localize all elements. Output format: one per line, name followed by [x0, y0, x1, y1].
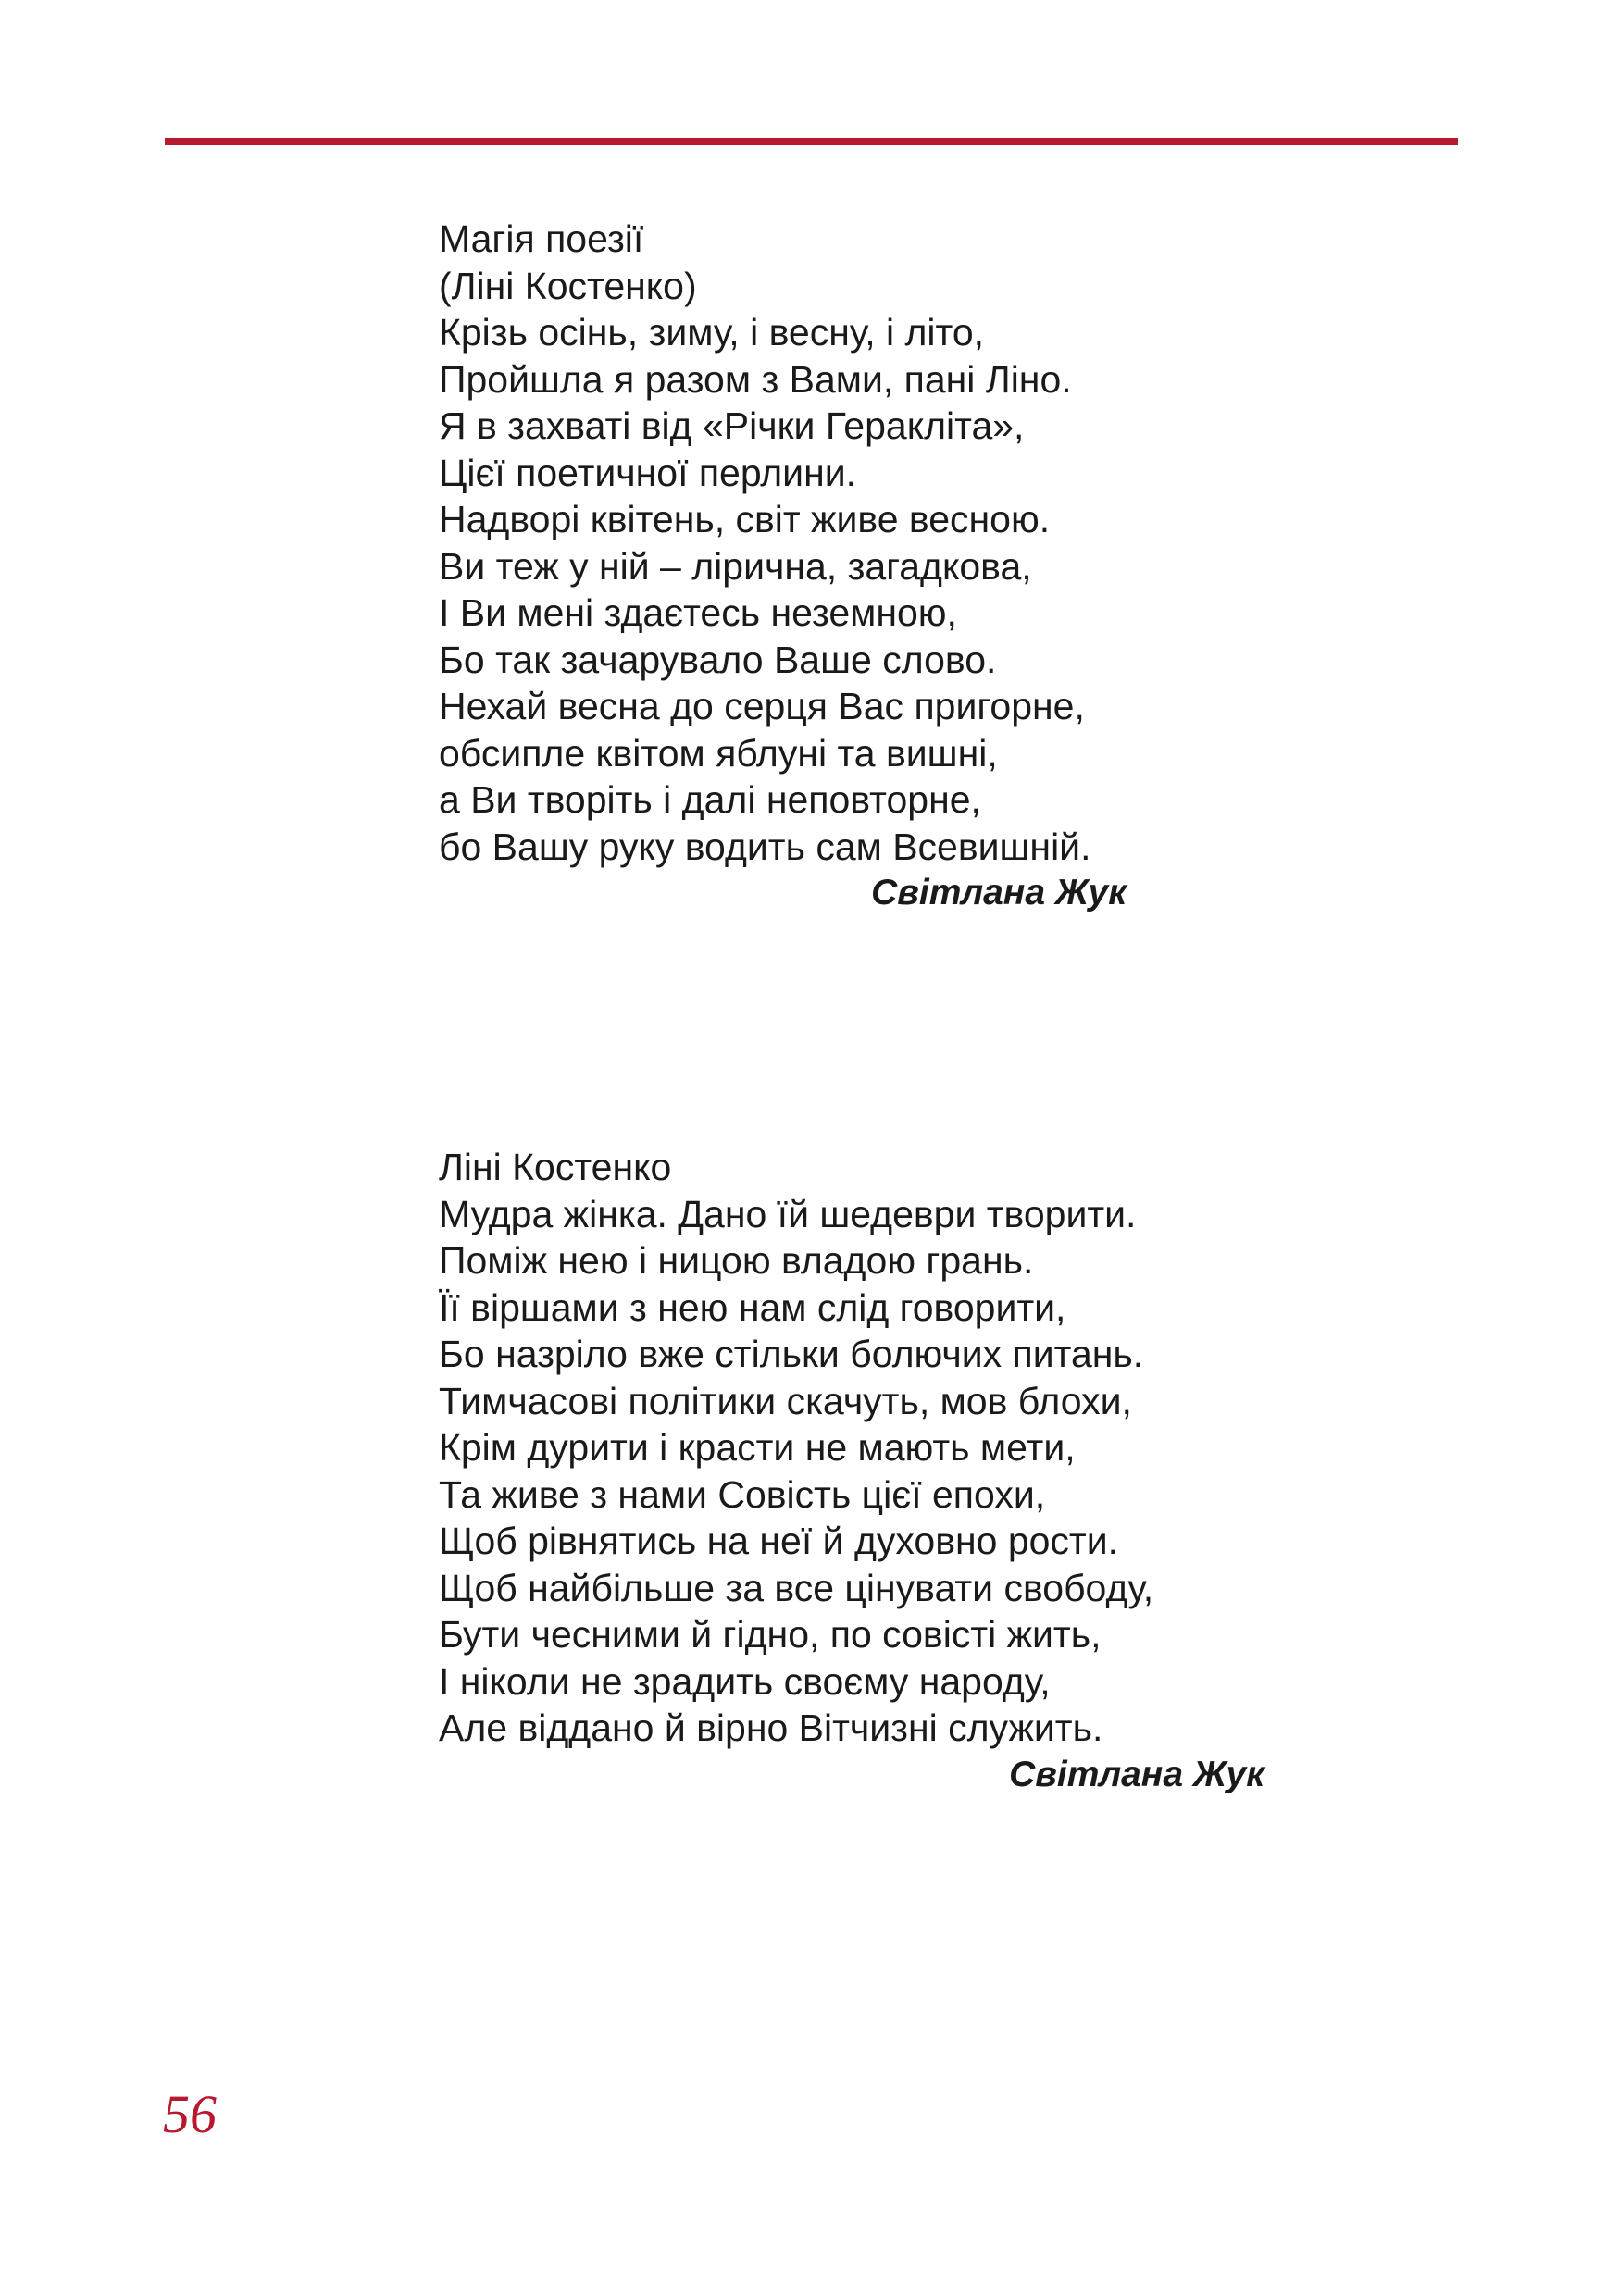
poem-line: а Ви творіть і далі неповторне, — [439, 778, 981, 821]
poem-title: Магія поезії — [439, 217, 644, 260]
poem-author: Світлана Жук — [871, 873, 1127, 912]
poem-line: Ви теж у ній – лірична, загадкова, — [439, 544, 1032, 588]
poem-magiya-poezii — [439, 216, 1127, 917]
poem-line: Пройшла я разом з Вами, пані Ліно. — [439, 357, 1072, 401]
poem-dedication: (Ліні Костенко) — [439, 264, 697, 307]
poem-line: Надворі квітень, світ живе весною. — [439, 498, 1051, 540]
poem-line: Поміж нею і ницою владою грань. — [439, 1239, 1034, 1282]
poem-line: Я в захваті від «Річки Геракліта», — [439, 404, 1025, 447]
poem-line: Щоб рівнятись на неї й духовно рости. — [439, 1520, 1118, 1562]
poem-line: Цієї поетичної перлини. — [439, 451, 857, 494]
poem-line: Мудра жінка. Дано їй шедеври творити. — [439, 1192, 1137, 1235]
poem-line: Крім дурити і красти не мають мети, — [439, 1426, 1076, 1469]
poem-line: Бо назріло вже стільки болючих питань. — [439, 1333, 1144, 1375]
poem-line: Щоб найбільше за все цінувати свободу, — [439, 1566, 1154, 1609]
poem-line: І Ви мені здаєтесь неземною, — [439, 591, 957, 634]
poem-author: Світлана Жук — [1009, 1754, 1264, 1794]
poem-line: Бути чесними й гідно, по совісті жить, — [439, 1613, 1102, 1656]
poem-title: Ліні Костенко — [439, 1146, 672, 1188]
poem-line: Її віршами з нею нам слід говорити, — [439, 1285, 1066, 1329]
poem-lini-kostenko — [439, 1144, 1264, 1798]
poem-line: обсипле квітом яблуні та вишні, — [439, 731, 998, 775]
poem-line: Але віддано й вірно Вітчизні служить. — [439, 1706, 1103, 1749]
poem-line: І ніколи не зрадить своєму народу, — [439, 1659, 1051, 1703]
poem-line: Тимчасові політики скачуть, мов блохи, — [439, 1379, 1132, 1422]
poem-line: Бо так зачарувало Ваше слово. — [439, 638, 997, 681]
poem-line: Та живе з нами Совість цієї епохи, — [439, 1472, 1046, 1516]
page-number: 56 — [163, 2084, 217, 2144]
header-rule — [165, 138, 1458, 145]
poem-line: бо Вашу руку водить сам Всевишній. — [439, 825, 1091, 868]
poem-line: Нехай весна до серця Вас пригорне, — [439, 685, 1085, 727]
poem-line: Крізь осінь, зиму, і весну, і літо, — [439, 311, 985, 354]
